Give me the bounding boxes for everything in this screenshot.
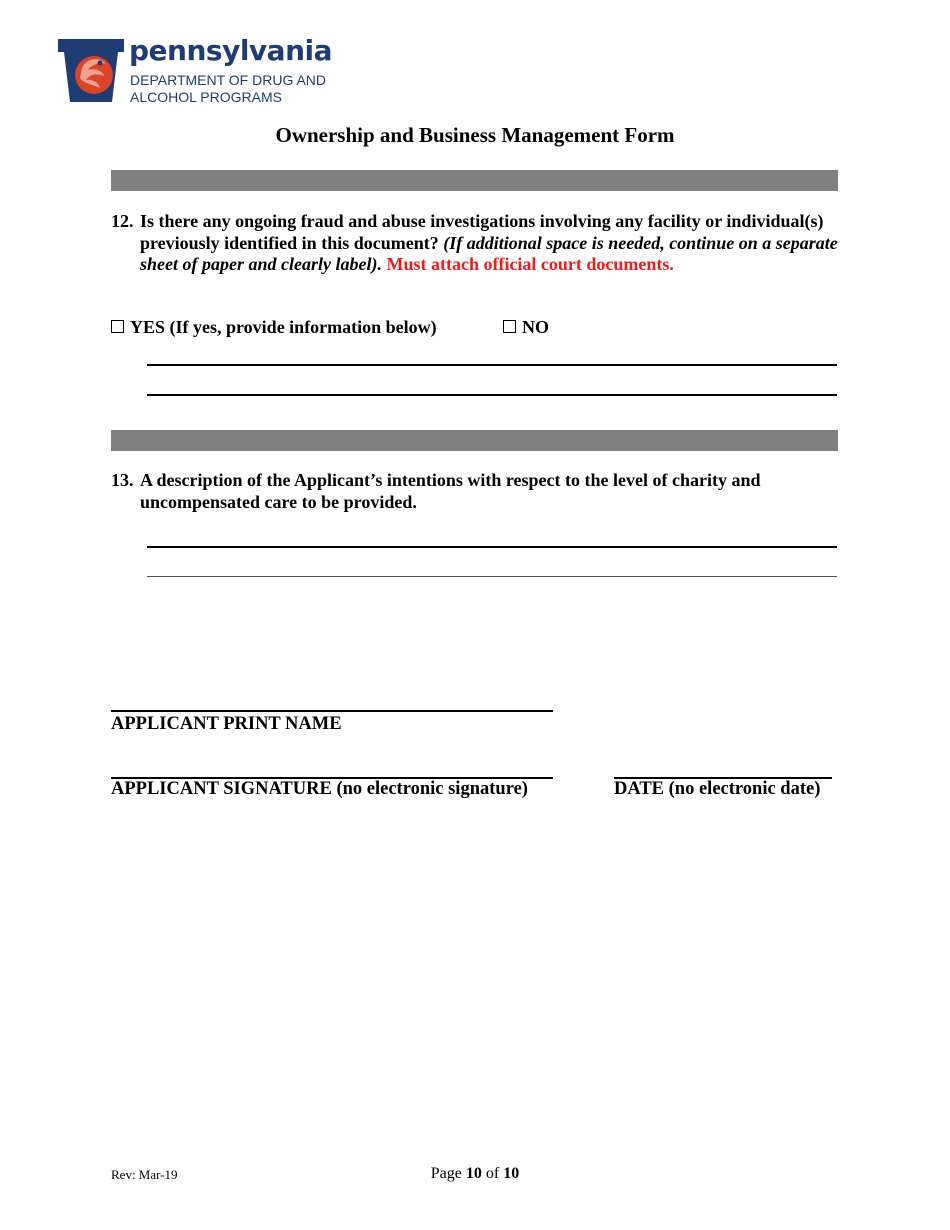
q13-answer-line-1[interactable] — [147, 546, 837, 548]
keystone-icon — [56, 38, 126, 104]
question-12-number: 12. — [111, 211, 134, 231]
date-label: DATE (no electronic date) — [614, 779, 821, 799]
q12-answer-line-2[interactable] — [147, 394, 837, 396]
form-title: Ownership and Business Management Form — [275, 123, 675, 147]
question-12 — [111, 211, 838, 276]
yes-label: YES (If yes, provide information below) — [130, 317, 437, 337]
print-name-line[interactable] — [111, 710, 553, 712]
no-checkbox-option[interactable] — [503, 317, 549, 338]
question-12-italic-note: (If additional space is needed, continue on a separate sheet of paper and clearly label). — [140, 232, 838, 274]
page-current: 10 — [465, 1165, 482, 1182]
logo-wordmark: pennsylvania — [129, 34, 332, 67]
page-total: 10 — [503, 1165, 520, 1182]
question-13-text: A description of the Applicant’s intentions with respect to the level of charity and uncompensated care to be provided. — [140, 470, 761, 512]
section-divider-bar — [111, 170, 838, 191]
signature-label: APPLICANT SIGNATURE (no electronic signature) — [111, 779, 528, 799]
no-label: NO — [522, 317, 549, 337]
yes-checkbox-option[interactable] — [111, 317, 437, 338]
logo-subtitle-line1: DEPARTMENT OF DRUG AND — [130, 72, 327, 88]
page-number — [0, 1165, 950, 1183]
pa-ddap-logo — [56, 34, 346, 108]
page-word: Page — [430, 1165, 462, 1182]
section-divider-bar — [111, 430, 838, 451]
q12-answer-line-1[interactable] — [147, 364, 837, 366]
question-13 — [111, 470, 838, 513]
question-12-text: Is there any ongoing fraud and abuse investigations involving any facility or individual(s) previously identified in this document? — [140, 211, 824, 253]
print-name-label: APPLICANT PRINT NAME — [111, 714, 342, 734]
question-12-red-note: Must attach official court documents. — [386, 254, 674, 274]
yes-checkbox[interactable] — [111, 320, 124, 333]
logo-subtitle-line2: ALCOHOL PROGRAMS — [130, 89, 282, 105]
q13-answer-line-2[interactable] — [147, 576, 837, 577]
page-of: of — [485, 1165, 500, 1182]
no-checkbox[interactable] — [503, 320, 516, 333]
revision-date: Rev: Mar-19 — [111, 1167, 178, 1182]
question-13-number: 13. — [111, 470, 134, 490]
